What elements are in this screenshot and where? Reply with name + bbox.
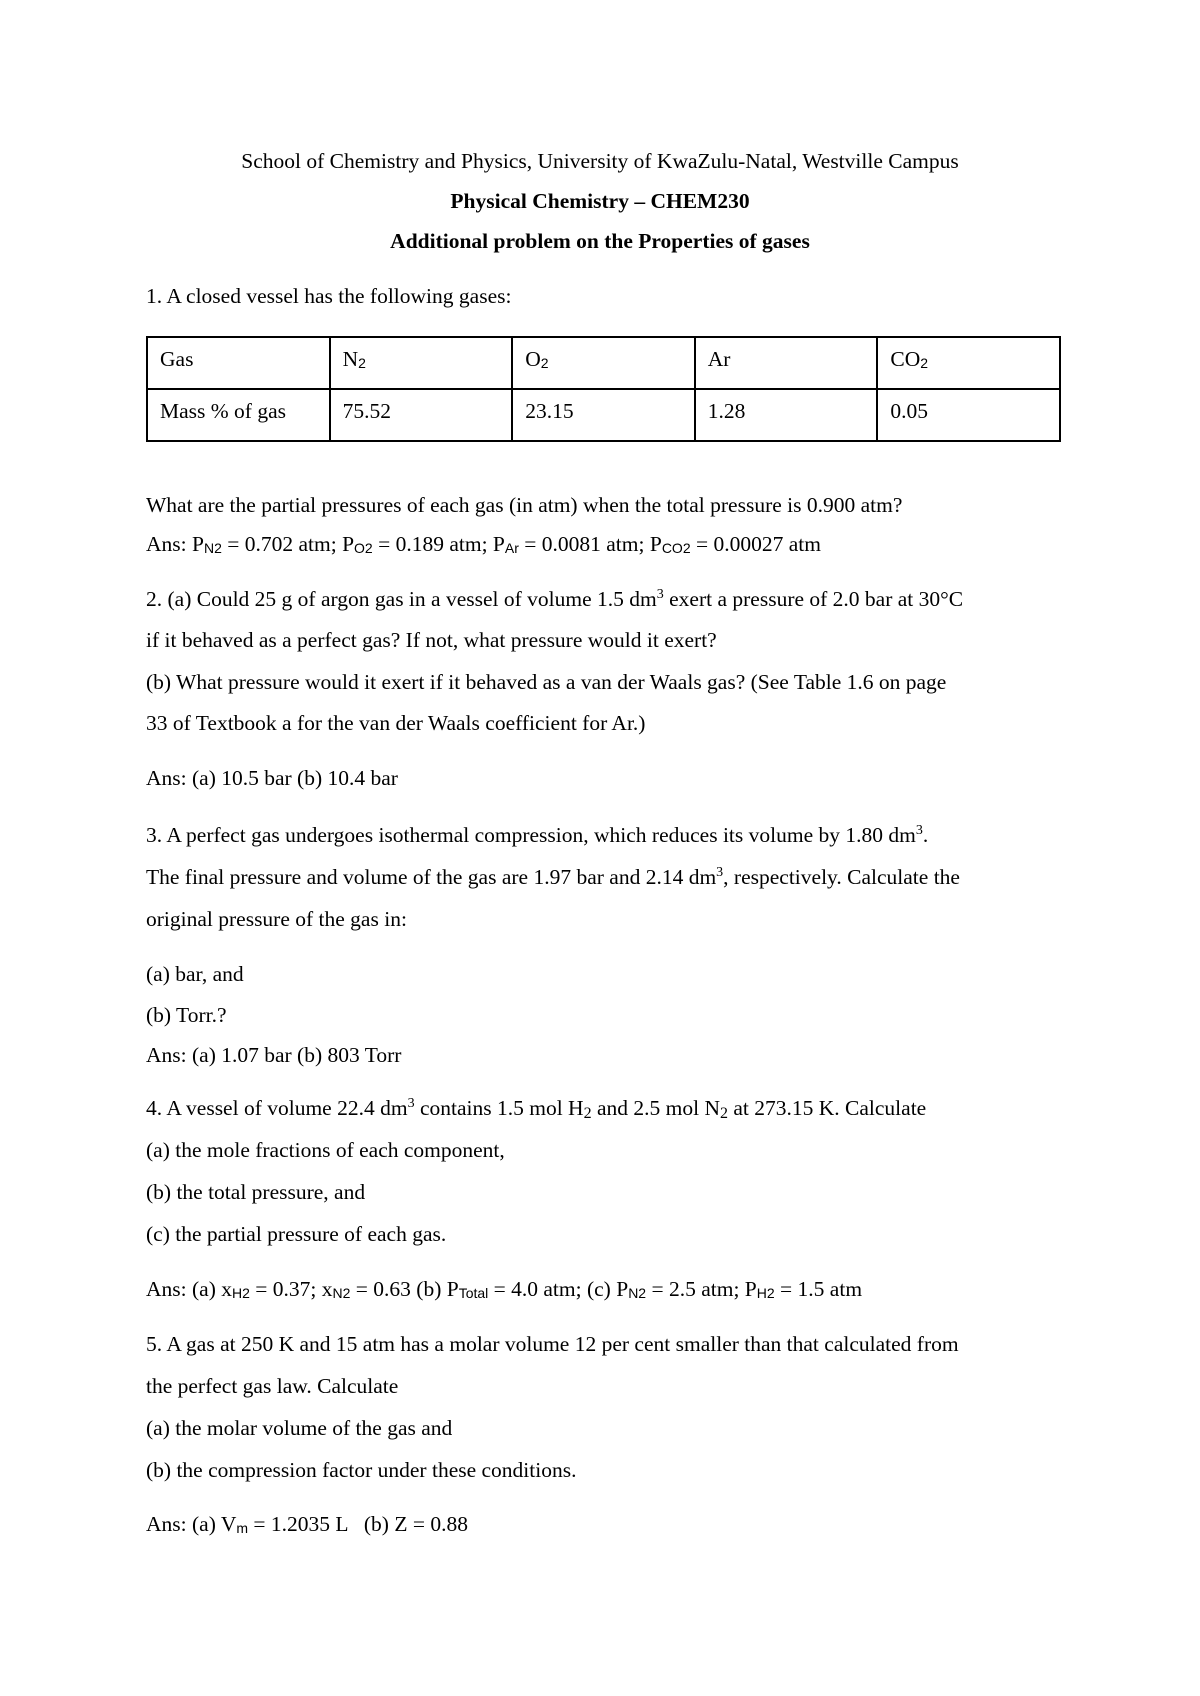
document-title: Additional problem on the Properties of gases [390, 229, 810, 253]
q4-part-a: (a) the mole fractions of each component, [146, 1138, 505, 1162]
q4-part-b: (b) the total pressure, and [146, 1180, 366, 1204]
q3-part-a: (a) bar, and [146, 962, 244, 986]
q5-line-1: 5. A gas at 250 K and 15 atm has a molar volume 12 per cent smaller than that calculated from [146, 1332, 959, 1356]
q3-answer: Ans: (a) 1.07 bar (b) 803 Torr [146, 1043, 402, 1067]
table-row [147, 337, 1060, 389]
q4-answer: Ans: (a) $x_{H2} = 0.37$; $x_{N2} = 0.63$ (b) $P_{Total} = 4.0$ atm; (c) $P_{N2} = 2.5$ atm; $P_{H2} = 1.5$ atm [146, 1277, 863, 1301]
institution-heading: School of Chemistry and Physics, University of KwaZulu-Natal, Westville Campus [241, 149, 959, 173]
q2-line-4: 33 of Textbook a for the van der Waals coefficient for Ar.) [146, 711, 646, 735]
q2-line-3: (b) What pressure would it exert if it behaved as a van der Waals gas? (See Table 1.6 on page [146, 670, 947, 694]
q2-line-1: 2. (a) Could 25 g of argon gas in a vessel of volume 1.5 $dm^3$ exert a pressure of 2.0 bar at 30°C [146, 587, 964, 611]
q5-part-b: (b) the compression factor under these conditions. [146, 1458, 577, 1482]
q4-line-1: 4. A vessel of volume 22.4 $dm^3$ contains 1.5 mol $H_2$ and 2.5 mol $N_2$ at 273.15 K. Calculate [146, 1096, 927, 1122]
q3-line-2: The final pressure and volume of the gas are 1.97 bar and 2.14 $dm^3$, respectively. Calculate the [146, 865, 960, 889]
table-header-n2: $N_2$ [330, 337, 513, 389]
q3-line-1: 3. A perfect gas undergoes isothermal compression, which reduces its volume by 1.80 $dm^3$. [146, 823, 929, 847]
q2-answer: Ans: (a) 10.5 bar (b) 10.4 bar [146, 766, 398, 790]
q5-line-2: the perfect gas law. Calculate [146, 1374, 399, 1398]
q4-part-c: (c) the partial pressure of each gas. [146, 1222, 447, 1246]
q1-intro: 1. A closed vessel has the following gases: [146, 284, 512, 308]
table-header-co2: $CO_2$ [877, 337, 1060, 389]
q3-part-b: (b) Torr.? [146, 1003, 227, 1027]
table-cell-co2-mass: 0.05 [877, 389, 1060, 441]
gas-mass-table [146, 336, 1061, 442]
table-cell-o2-mass: 23.15 [512, 389, 695, 441]
q1-answer: Ans: $P_{N2} = 0.702$ atm; $P_{O2} = 0.189$ atm; $P_{Ar} = 0.0081$ atm; $P_{CO2} = 0.00027$ atm [146, 532, 821, 556]
table-header-gas: Gas [147, 337, 330, 389]
table-header-o2: $O_2$ [512, 337, 695, 389]
q5-answer: Ans: (a) $V_m = 1.2035$ L (b) Z = 0.88 [146, 1512, 468, 1536]
table-row-label: Mass % of gas [147, 389, 330, 441]
q5-part-a: (a) the molar volume of the gas and [146, 1416, 453, 1440]
q1-question: What are the partial pressures of each gas (in atm) when the total pressure is 0.900 atm? [146, 493, 903, 517]
table-row [147, 389, 1060, 441]
q3-line-3: original pressure of the gas in: [146, 907, 407, 931]
table-header-ar: Ar [695, 337, 878, 389]
table-cell-ar-mass: 1.28 [695, 389, 878, 441]
course-heading: Physical Chemistry – CHEM230 [450, 189, 750, 213]
table-cell-n2-mass: 75.52 [330, 389, 513, 441]
q2-line-2: if it behaved as a perfect gas? If not, what pressure would it exert? [146, 628, 717, 652]
